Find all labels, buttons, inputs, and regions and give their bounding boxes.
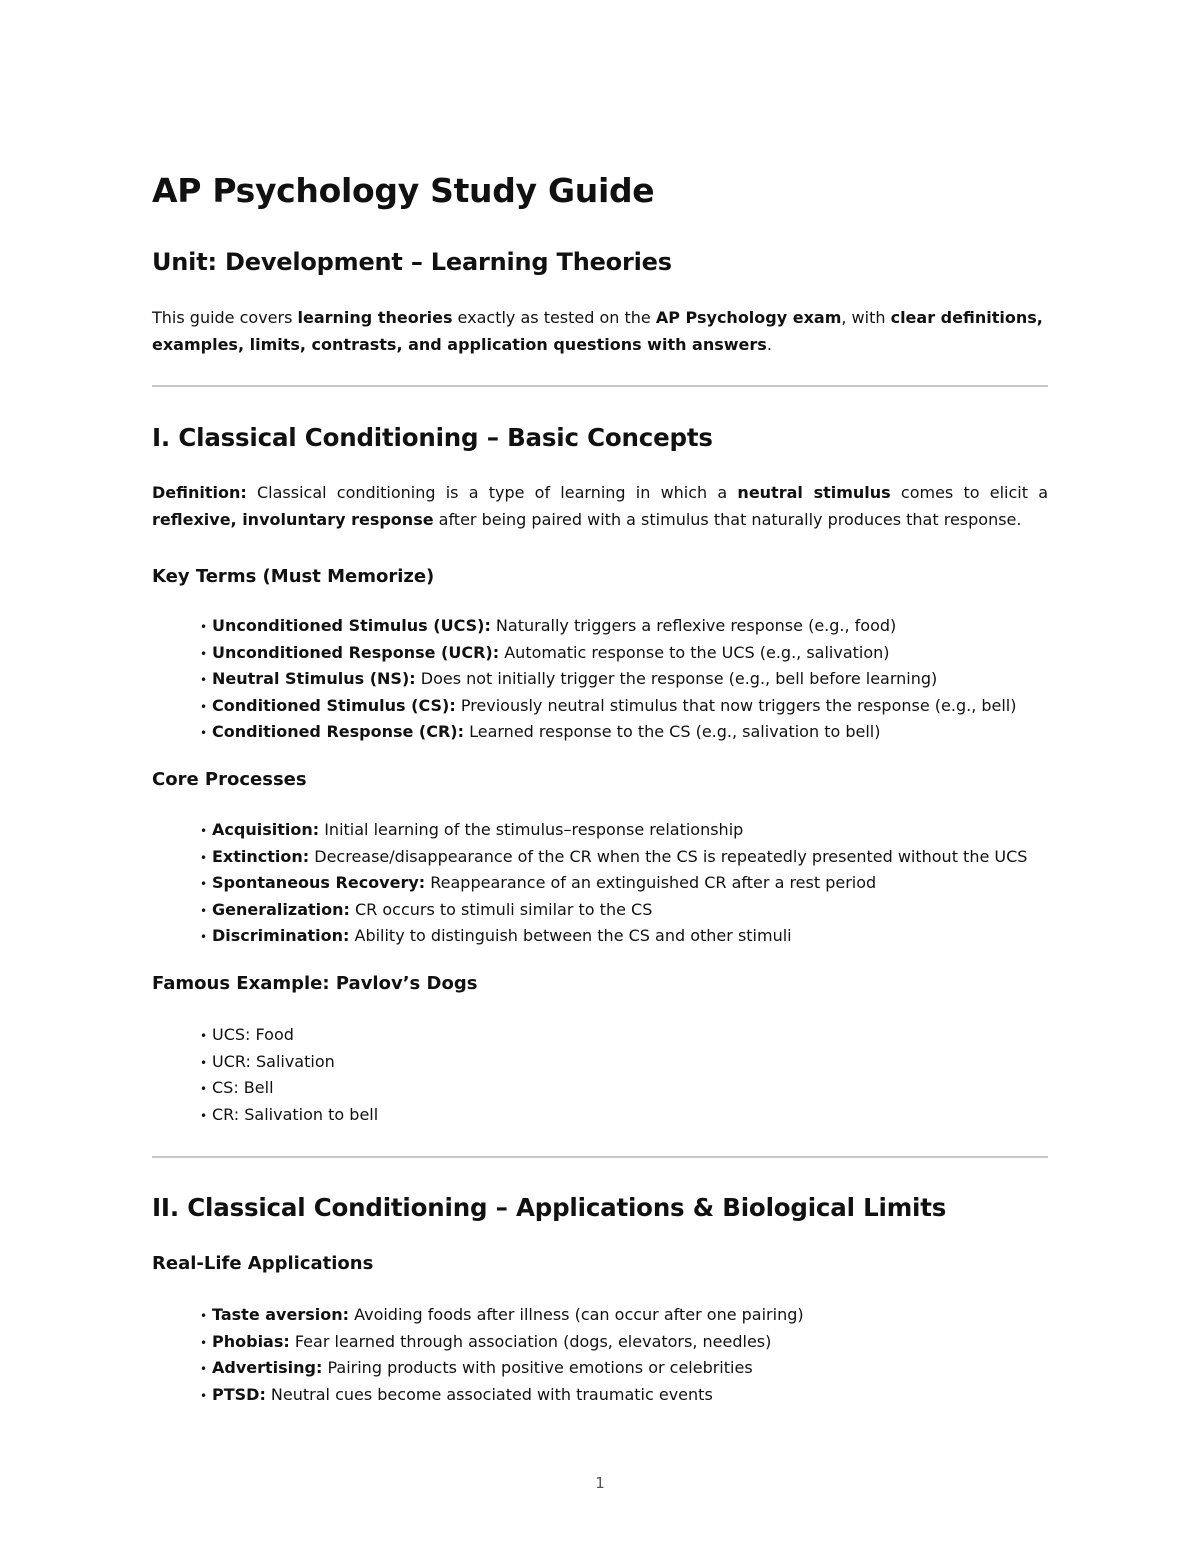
- list-item: [200, 1102, 378, 1129]
- term-text: Decrease/disappearance of the CR when the CS is repeatedly presented without the UCS: [309, 846, 1028, 866]
- term-label: Neutral Stimulus (NS):: [212, 669, 416, 688]
- definition-text-2: comes to elicit a: [890, 483, 1048, 502]
- term-label: Advertising:: [212, 1358, 323, 1377]
- term-text: CR occurs to stimuli similar to the CS: [349, 899, 653, 919]
- bullet: •: [200, 850, 208, 865]
- example-heading: Famous Example: Pavlov’s Dogs: [152, 973, 478, 994]
- term-text: Ability to distinguish between the CS and other stimuli: [349, 926, 792, 945]
- section-2-title: II. Classical Conditioning – Applications & Biological Limits: [152, 1193, 947, 1222]
- list-item: [200, 1382, 804, 1409]
- term-text: Learned response to the CS (e.g., salivation to bell): [464, 722, 881, 741]
- intro-text-4: .: [766, 335, 772, 354]
- term-label: Phobias:: [212, 1331, 290, 1351]
- list-item: [200, 897, 1027, 924]
- example-list: [200, 1022, 378, 1128]
- list-item: [200, 666, 1017, 693]
- bullet: •: [200, 1309, 208, 1323]
- list-item: [200, 1329, 804, 1356]
- list-item: [200, 719, 1017, 746]
- term-label: Extinction:: [212, 846, 310, 866]
- term-label: Conditioned Response (CR):: [212, 722, 465, 741]
- core-processes-list: [200, 817, 1027, 950]
- list-item: [200, 613, 1017, 640]
- bullet: •: [200, 726, 208, 740]
- bullet: •: [200, 699, 208, 714]
- list-item: [200, 1022, 378, 1049]
- term-text: Does not initially trigger the response (e.g., bell before learning): [415, 669, 938, 688]
- definition-paragraph: [152, 479, 1048, 533]
- term-text: Fear learned through association (dogs, elevators, needles): [289, 1331, 772, 1351]
- unit-title: Unit: Development – Learning Theories: [152, 248, 672, 276]
- item-text: UCS: Food: [212, 1025, 294, 1044]
- bullet: •: [200, 1029, 208, 1043]
- bullet: •: [200, 877, 208, 891]
- definition-bold-2: reflexive, involuntary response: [152, 510, 434, 529]
- term-label: Unconditioned Stimulus (UCS):: [212, 616, 491, 635]
- term-label: Conditioned Stimulus (CS):: [212, 695, 456, 715]
- divider: [152, 385, 1048, 387]
- bullet: •: [200, 903, 208, 918]
- page-number: 1: [595, 1474, 605, 1492]
- intro-text-2: exactly as tested on the: [452, 308, 656, 327]
- document-title: AP Psychology Study Guide: [152, 171, 655, 210]
- term-text: Automatic response to the UCS (e.g., salivation): [499, 642, 890, 662]
- item-text: CR: Salivation to bell: [212, 1104, 379, 1124]
- term-text: Previously neutral stimulus that now triggers the response (e.g., bell): [455, 695, 1017, 715]
- bullet: •: [200, 1362, 208, 1376]
- list-item: [200, 693, 1017, 720]
- key-terms-heading: Key Terms (Must Memorize): [152, 566, 435, 587]
- divider: [152, 1156, 1048, 1158]
- term-text: Naturally triggers a reflexive response (e.g., food): [490, 616, 897, 635]
- core-processes-heading: Core Processes: [152, 769, 307, 790]
- bullet: •: [200, 1055, 208, 1070]
- term-text: Reappearance of an extinguished CR after a rest period: [425, 873, 877, 892]
- bullet: •: [200, 646, 208, 661]
- list-item: [200, 1355, 804, 1382]
- term-label: Taste aversion:: [212, 1305, 349, 1324]
- definition-label: Definition:: [152, 483, 247, 502]
- key-terms-list: [200, 613, 1017, 746]
- term-text: Neutral cues become associated with traumatic events: [265, 1384, 713, 1404]
- bullet: •: [200, 930, 208, 944]
- list-item: [200, 817, 1027, 844]
- term-text: Pairing products with positive emotions or celebrities: [322, 1358, 753, 1377]
- definition-bold-1: neutral stimulus: [737, 483, 891, 502]
- list-item: [200, 844, 1027, 871]
- bullet: •: [200, 620, 208, 634]
- term-label: Discrimination:: [212, 926, 350, 945]
- applications-heading: Real-Life Applications: [152, 1253, 374, 1274]
- list-item: [200, 640, 1017, 667]
- bullet: •: [200, 824, 208, 838]
- term-label: Spontaneous Recovery:: [212, 873, 426, 892]
- list-item: [200, 870, 1027, 897]
- term-label: Unconditioned Response (UCR):: [212, 642, 500, 662]
- list-item: [200, 1302, 804, 1329]
- intro-text-3: , with: [841, 308, 891, 327]
- intro-text-1: This guide covers: [152, 308, 298, 327]
- term-label: Acquisition:: [212, 820, 320, 839]
- intro-bold-1: learning theories: [297, 308, 453, 327]
- term-label: PTSD:: [212, 1384, 266, 1404]
- intro-paragraph: [152, 304, 1048, 358]
- term-label: Generalization:: [212, 899, 350, 919]
- bullet: •: [200, 1388, 208, 1403]
- item-text: UCR: Salivation: [212, 1051, 335, 1071]
- item-text: CS: Bell: [212, 1078, 274, 1097]
- bullet: •: [200, 1108, 208, 1123]
- list-item: [200, 923, 1027, 950]
- bullet: •: [200, 1082, 208, 1096]
- section-1-title: I. Classical Conditioning – Basic Concepts: [152, 423, 713, 452]
- definition-text-3: after being paired with a stimulus that naturally produces that response.: [433, 510, 1022, 529]
- term-text: Initial learning of the stimulus–response relationship: [319, 820, 744, 839]
- applications-list: [200, 1302, 804, 1408]
- intro-bold-3: clear definitions, examples, limits, contrasts, and application questions with answers: [152, 308, 1043, 354]
- intro-bold-2: AP Psychology exam: [655, 308, 842, 327]
- list-item: [200, 1075, 378, 1102]
- bullet: •: [200, 673, 208, 687]
- bullet: •: [200, 1335, 208, 1350]
- term-text: Avoiding foods after illness (can occur after one pairing): [349, 1305, 804, 1324]
- definition-text-1: Classical conditioning is a type of learning in which a: [246, 483, 738, 502]
- list-item: [200, 1049, 378, 1076]
